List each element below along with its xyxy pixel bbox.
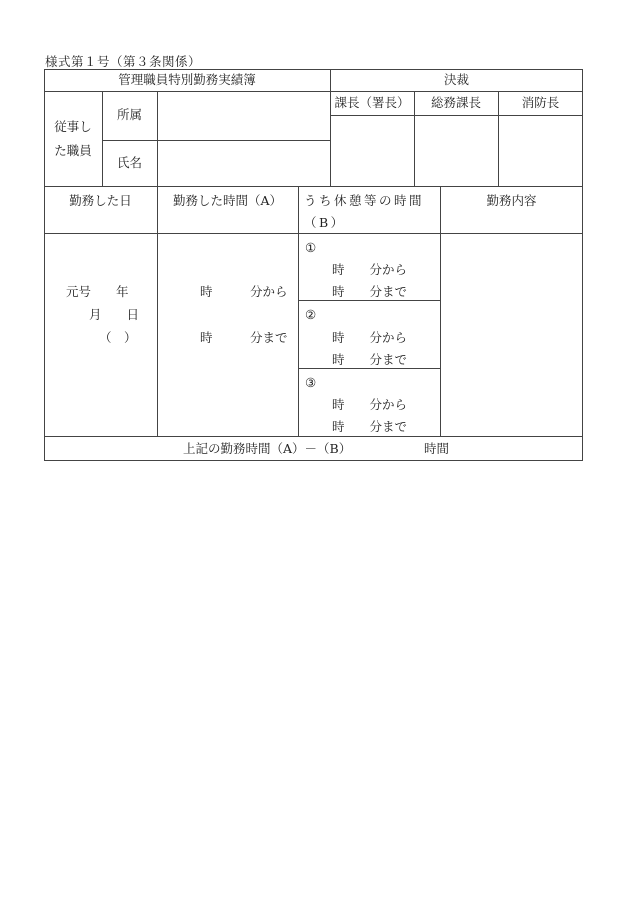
weekday-text: （ ） bbox=[99, 330, 137, 345]
break-2-to: 時 分まで bbox=[332, 352, 408, 367]
grid-line bbox=[298, 368, 441, 369]
break-marker-2: ② bbox=[305, 307, 317, 322]
break-2-from: 時 分から bbox=[332, 330, 408, 345]
break-1-from: 時 分から bbox=[332, 262, 408, 277]
break-3-from: 時 分から bbox=[332, 397, 408, 412]
break-marker-1: ① bbox=[305, 240, 317, 255]
affiliation-field[interactable] bbox=[158, 92, 330, 140]
form-label: 様式第１号（第３条関係） bbox=[45, 54, 202, 69]
approver-general-affairs-chief: 総務課長 bbox=[430, 94, 481, 110]
break-1-to: 時 分まで bbox=[332, 284, 408, 299]
break-marker-3: ③ bbox=[305, 375, 317, 390]
time-to-text: 時 分まで bbox=[200, 330, 288, 345]
month-day-text: 月 日 bbox=[89, 307, 140, 322]
break-column-header: うち休憩等の時間（B） bbox=[304, 193, 425, 230]
grid-line bbox=[44, 436, 583, 437]
approval-title: 決裁 bbox=[443, 71, 469, 87]
break-3-to: 時 分まで bbox=[332, 419, 408, 434]
name-field[interactable] bbox=[158, 141, 330, 186]
grid-line bbox=[44, 460, 583, 461]
affiliation-label: 所属 bbox=[116, 107, 142, 123]
approver-fire-chief: 消防長 bbox=[521, 94, 560, 110]
attendance-record-table bbox=[44, 69, 583, 461]
date-column-header: 勤務した日 bbox=[69, 192, 132, 208]
work-content-field[interactable] bbox=[441, 234, 582, 436]
seal-box-fire-chief[interactable] bbox=[499, 116, 582, 186]
time-column-header: 勤務した時間（A） bbox=[172, 192, 283, 208]
content-column-header: 勤務内容 bbox=[486, 192, 537, 208]
time-from-text: 時 分から bbox=[200, 284, 288, 299]
staff-label: 従事し た職員 bbox=[54, 119, 92, 158]
grid-line bbox=[298, 186, 299, 437]
grid-line bbox=[157, 186, 158, 437]
grid-line bbox=[582, 69, 583, 461]
seal-box-section-chief[interactable] bbox=[331, 116, 414, 186]
grid-line bbox=[298, 300, 441, 301]
era-year-text: 元号 年 bbox=[66, 284, 129, 299]
name-label: 氏名 bbox=[116, 155, 142, 171]
seal-box-general-affairs-chief[interactable] bbox=[415, 116, 498, 186]
total-hours-unit: 時間 bbox=[424, 441, 450, 456]
approver-section-chief: 課長（署長） bbox=[334, 94, 410, 110]
ledger-title: 管理職員特別勤務実績簿 bbox=[118, 71, 256, 87]
total-line-label: 上記の勤務時間（A）－（B） bbox=[183, 441, 352, 456]
